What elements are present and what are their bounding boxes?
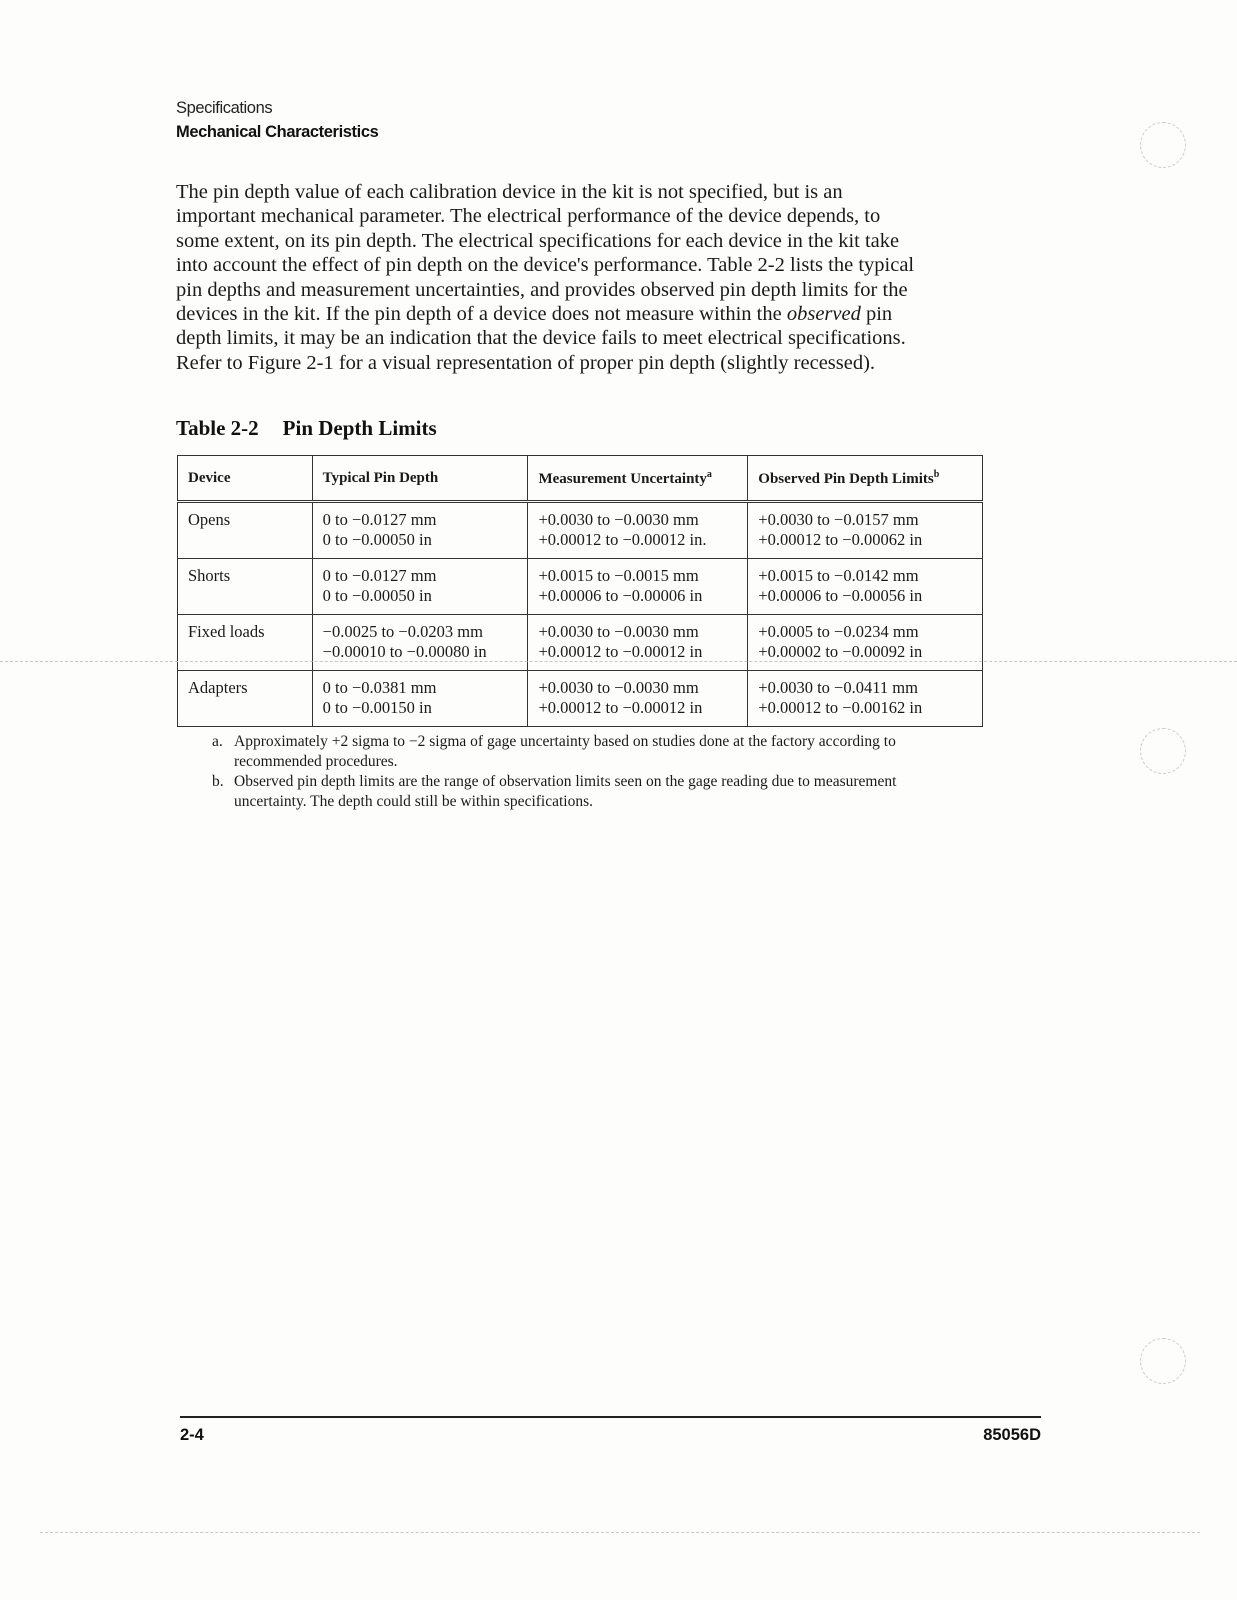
body-paragraph [176,180,1046,375]
body-line-7: depth limits, it may be an indication that the device fails to meet electrical specifications. [176,327,906,350]
body-line-5: pin depths and measurement uncertainties, and provides observed pin depth limits for the [176,278,908,301]
cell-device: Shorts [178,559,313,615]
cell-uncertainty: +0.0015 to −0.0015 mm +0.00006 to −0.00006 in [528,559,748,615]
body-line-8: Refer to Figure 2-1 for a visual representation of proper pin depth (slightly recessed). [176,351,876,374]
punch-hole-top [1140,122,1186,168]
cell-uncertainty: +0.0030 to −0.0030 mm +0.00012 to −0.00012 in [528,615,748,671]
scan-fold-line [0,661,1237,662]
footnote-a: a. Approximately +2 sigma to −2 sigma of gage uncertainty based on studies done at the factory according to recommended procedures. [212,733,896,770]
footnote-ref-a: a [706,468,712,480]
footer-rule [180,1416,1041,1418]
body-line-3: some extent, on its pin depth. The electrical specifications for each device in the kit take [176,229,900,252]
table-number: Table 2-2 [176,416,259,440]
footnote-b: b. Observed pin depth limits are the range of observation limits seen on the gage reading due to measurement uncertainty. The depth could still be within specifications. [212,773,897,810]
footnote-ref-b: b [933,468,940,480]
cell-observed: +0.0005 to −0.0234 mm +0.00002 to −0.00092 in [748,615,983,671]
cell-uncertainty: +0.0030 to −0.0030 mm +0.00012 to −0.00012 in. [528,502,748,559]
table-row [178,615,983,671]
punch-hole-middle [1140,728,1186,774]
pin-depth-table [177,455,983,727]
table-row [178,559,983,615]
body-line-1: The pin depth value of each calibration device in the kit is not specified, but is an [176,181,843,203]
cell-observed: +0.0030 to −0.0411 mm +0.00012 to −0.00162 in [748,671,983,727]
body-line-6-end: pin [860,303,893,326]
body-line-6: devices in the kit. If the pin depth of a device does not measure within the [176,303,787,326]
table-row [178,671,983,727]
table-row [178,502,983,559]
header-uncertainty: Measurement Uncertainty$^a$ [528,456,748,502]
cell-device: Adapters [178,671,313,727]
table-caption [176,416,437,441]
body-line-2: important mechanical parameter. The electrical performance of the device depends, to [176,205,881,228]
body-italic-word: observed [786,303,861,326]
header-typical: Typical Pin Depth [312,456,528,502]
punch-hole-bottom [1140,1338,1186,1384]
header-observed: Observed Pin Depth Limits$^b$ [748,456,983,502]
cell-device: Fixed loads [178,615,313,671]
cell-observed: +0.0015 to −0.0142 mm +0.00006 to −0.00056 in [748,559,983,615]
cell-observed: +0.0030 to −0.0157 mm +0.00012 to −0.00062 in [748,502,983,559]
table-title: Pin Depth Limits [282,416,437,440]
header-device: Device [178,456,313,502]
page-number: 2-4 [180,1426,204,1444]
cell-typical: 0 to −0.0127 mm 0 to −0.00050 in [312,502,528,559]
subsection-title: Mechanical Characteristics [176,123,379,141]
cell-uncertainty: +0.0030 to −0.0030 mm +0.00012 to −0.00012 in [528,671,748,727]
scan-edge-line [40,1532,1200,1533]
page-header [176,96,378,144]
body-line-4: into account the effect of pin depth on the device's performance. Table 2-2 lists the typical [176,254,915,277]
cell-typical: 0 to −0.0381 mm 0 to −0.00150 in [312,671,528,727]
cell-typical: −0.0025 to −0.0203 mm −0.00010 to −0.00080 in [312,615,528,671]
model-number: 85056D [983,1426,1041,1444]
cell-typical: 0 to −0.0127 mm 0 to −0.00050 in [312,559,528,615]
section-title: Specifications [176,99,273,117]
cell-device: Opens [178,502,313,559]
table-header-row [178,456,983,502]
table-footnotes [212,732,952,812]
